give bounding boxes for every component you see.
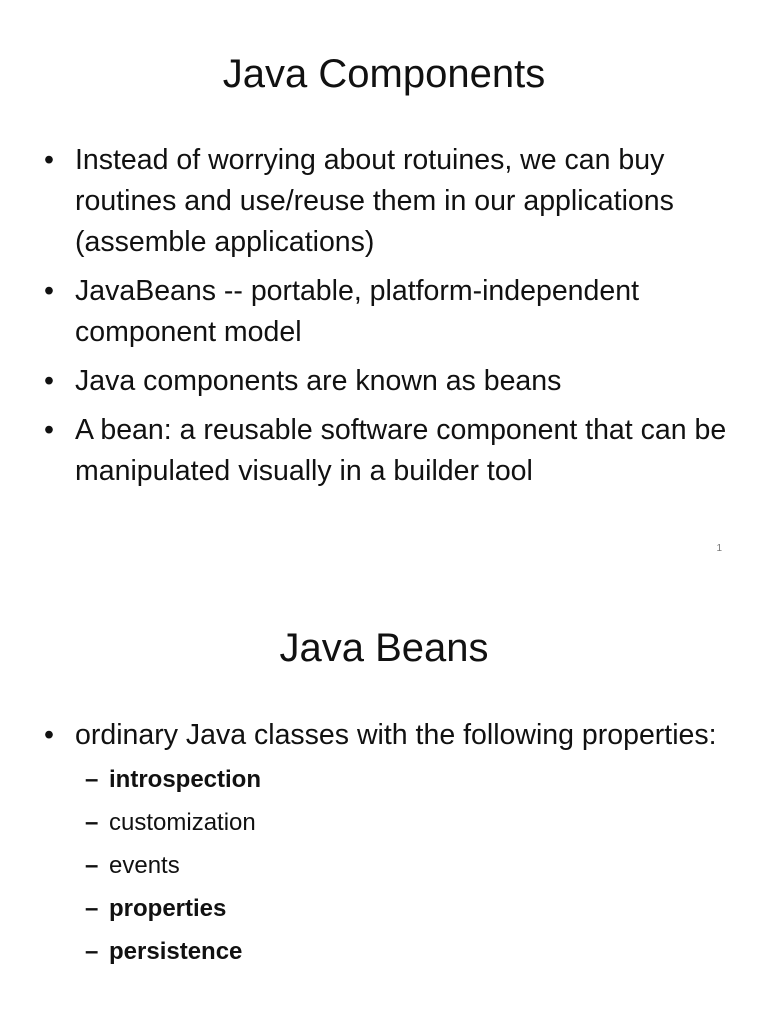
bullet-dot-icon: •	[44, 144, 54, 176]
sub-bullet-properties	[85, 887, 734, 930]
bullet-item	[44, 715, 734, 973]
sub-bullet-customization	[85, 801, 734, 844]
bullet-dot-icon: •	[44, 719, 54, 751]
bullet-list	[44, 715, 734, 981]
dash-icon: –	[85, 938, 99, 965]
dash-icon: –	[85, 852, 99, 879]
sub-bullet-text: properties	[109, 895, 227, 922]
sub-bullet-text: persistence	[109, 938, 243, 965]
slide-title: Java Beans	[279, 626, 489, 670]
bullet-dot-icon: •	[44, 414, 54, 446]
bullet-dot-icon: •	[44, 365, 54, 397]
bullet-text: Java components are known as beans	[75, 365, 562, 397]
sub-bullet-text: introspection	[109, 766, 262, 793]
sub-bullet-list	[75, 758, 734, 973]
dash-icon: –	[85, 766, 99, 793]
bullet-text: JavaBeans -- portable, platform-independent component model	[75, 275, 640, 348]
dash-icon: –	[85, 895, 99, 922]
sub-bullet-text: events	[109, 852, 180, 879]
slide-number: 1	[716, 543, 722, 554]
sub-bullet-persistence	[85, 930, 734, 973]
bullet-item	[44, 271, 734, 353]
bullet-item	[44, 410, 734, 492]
slide-title: Java Components	[222, 52, 546, 96]
dash-icon: –	[85, 809, 99, 836]
bullet-item	[44, 140, 734, 263]
bullet-dot-icon: •	[44, 275, 54, 307]
bullet-text: A bean: a reusable software component that can be manipulated visually in a builder tool	[75, 414, 727, 487]
sub-bullet-introspection	[85, 758, 734, 801]
bullet-text: Instead of worrying about rotuines, we can buy routines and use/reuse them in our applications (assemble applications)	[75, 144, 674, 258]
sub-bullet-text: customization	[109, 809, 256, 836]
bullet-list	[44, 140, 734, 500]
bullet-item	[44, 361, 734, 402]
bullet-text: ordinary Java classes with the following properties:	[75, 719, 717, 751]
slide-2	[0, 560, 768, 1024]
sub-bullet-events	[85, 844, 734, 887]
